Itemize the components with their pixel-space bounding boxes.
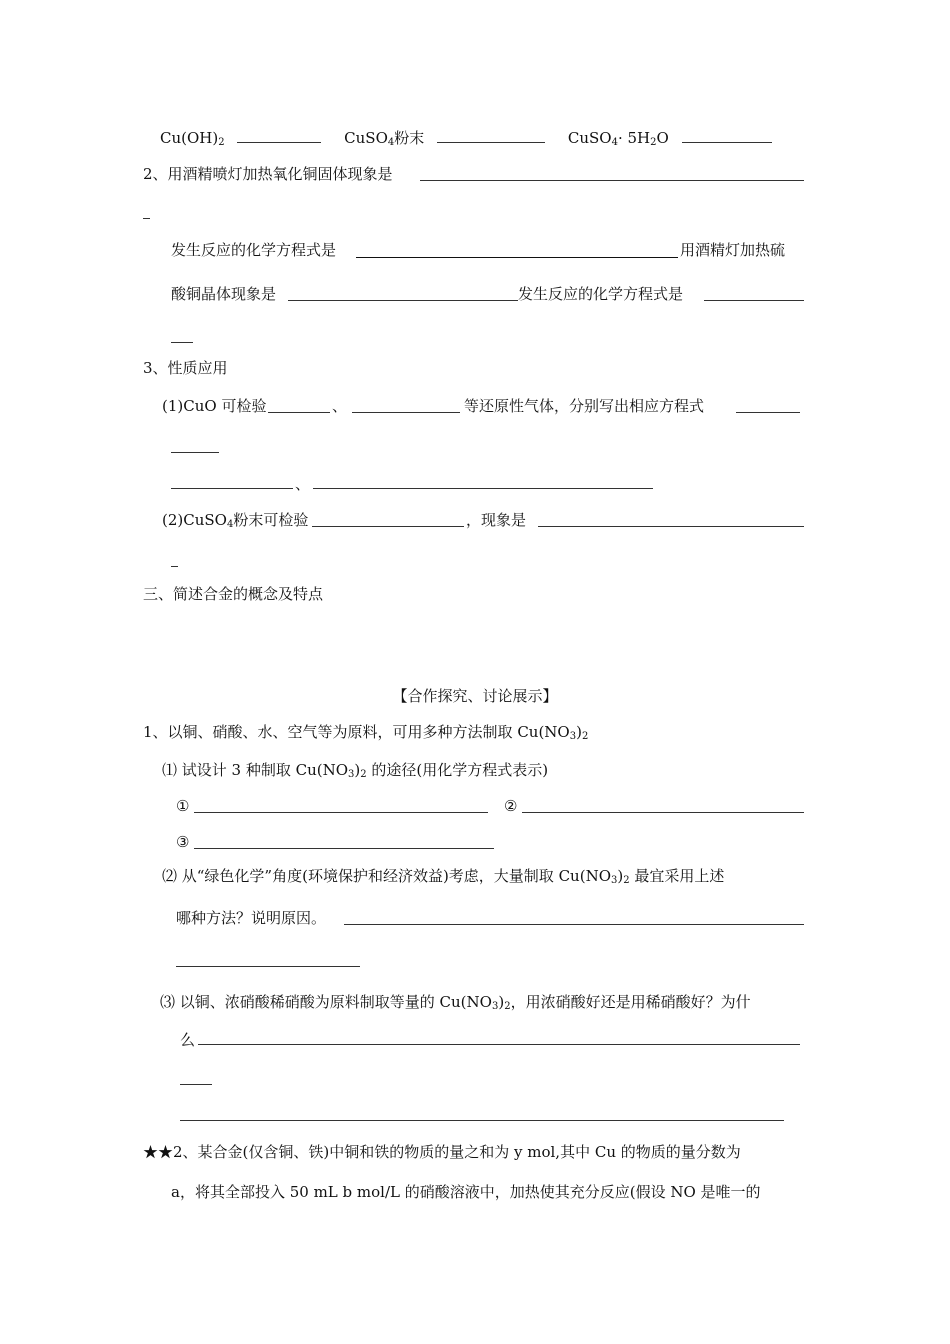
blank-route-1[interactable] [194, 812, 488, 813]
blank-q3-equation2[interactable] [313, 488, 653, 489]
route-marker-2: ② [504, 797, 518, 815]
q3-p2-tail: ，现象是 [466, 511, 527, 529]
coop-q1-s3: ⑶ 以铜、浓硝酸稀硝酸为原料制取等量的 $Cu(NO_3)_2$，用浓硝酸好还是用稀硝酸好？为什 [160, 993, 751, 1012]
row-copper-compounds: $Cu(OH)_2$ CuSO$_4$粉末 CuSO$_4$· $5H_2O$ [160, 128, 772, 153]
blank-cuoh2[interactable] [237, 128, 321, 143]
blank-q3-detect[interactable] [312, 526, 464, 527]
blank-green-reason-cont[interactable] [176, 966, 360, 967]
q2-line2a: 发生反应的化学方程式是 [171, 241, 337, 259]
blank-q2-crystal-phenomenon[interactable] [288, 300, 518, 301]
q2-line2b: 用酒精灯加热硫 [680, 241, 786, 259]
blank-q3-equations[interactable] [736, 412, 800, 413]
blank-acid-reason[interactable] [198, 1044, 800, 1045]
blank-q2-equation[interactable] [356, 257, 678, 258]
blank-acid-reason-cont [180, 1084, 212, 1085]
blank-q3-phenomenon[interactable] [538, 526, 804, 527]
blank-q2-crystal-equation-cont [171, 342, 193, 343]
blank-q2-crystal-equation[interactable] [704, 300, 804, 301]
coop-q1-s2: ⑵ 从“绿色化学”角度(环境保护和经济效益)考虑，大量制取 $Cu(NO_3)_2$ 最宜采用上述 [162, 867, 725, 886]
blank-acid-reason-line2[interactable] [180, 1120, 784, 1121]
q2-line1: 2、用酒精喷灯加热氧化铜固体现象是 [143, 165, 393, 183]
route-marker-3: ③ [176, 833, 190, 851]
blank-q2-tail [143, 218, 150, 219]
coop-q2-line1: ★★2、某合金(仅含铜、铁)中铜和铁的物质的量之和为 y mol,其中 Cu 的物质的量分数为 [143, 1143, 741, 1161]
q3-title: 3、性质应用 [143, 359, 228, 377]
coop-q1-s3b: 么 [180, 1031, 196, 1049]
blank-q3-equations-cont [171, 452, 219, 453]
q3-p1-tail: 等还原性气体，分别写出相应方程式 [464, 397, 705, 415]
blank-q3-gas1[interactable] [268, 412, 330, 413]
q3-p1-label: (1)CuO 可检验 [162, 397, 267, 415]
blank-q2-phenomenon[interactable] [420, 180, 804, 181]
q3-sep: 、 [332, 397, 348, 415]
q2-line3a: 酸铜晶体现象是 [171, 285, 277, 303]
q2-line3b: 发生反应的化学方程式是 [518, 285, 684, 303]
coop-q2-line2: a，将其全部投入 50 mL b mol/L 的硝酸溶液中，加热使其充分反应(假设 NO 是唯一的 [171, 1183, 761, 1201]
blank-green-reason[interactable] [344, 924, 804, 925]
coop-q1-s1: ⑴ 试设计 3 种制取 $Cu(NO_3)_2$ 的途径(用化学方程式表示) [162, 761, 549, 780]
q3-p2: (2)CuSO$_4$粉末可检验 [162, 511, 309, 530]
section-alloy-title: 三、简述合金的概念及特点 [143, 585, 324, 603]
route-marker-1: ① [176, 797, 190, 815]
blank-route-3[interactable] [194, 848, 494, 849]
blank-cuso4-5h2o[interactable] [682, 128, 772, 143]
blank-q3-gas2[interactable] [352, 412, 460, 413]
q3-sep2: 、 [295, 475, 311, 493]
coop-q1-s2b: 哪种方法？说明原因。 [176, 909, 327, 927]
coop-q1: 1、以铜、硝酸、水、空气等为原料，可用多种方法制取 $Cu(NO_3)_2$ [143, 723, 589, 742]
blank-q3-equation1[interactable] [171, 488, 293, 489]
blank-cuso4-powder[interactable] [437, 128, 545, 143]
coop-heading: 【合作探究、讨论展示】 [392, 687, 558, 705]
blank-q3-phenomenon-tail [171, 566, 178, 567]
blank-route-2[interactable] [522, 812, 804, 813]
